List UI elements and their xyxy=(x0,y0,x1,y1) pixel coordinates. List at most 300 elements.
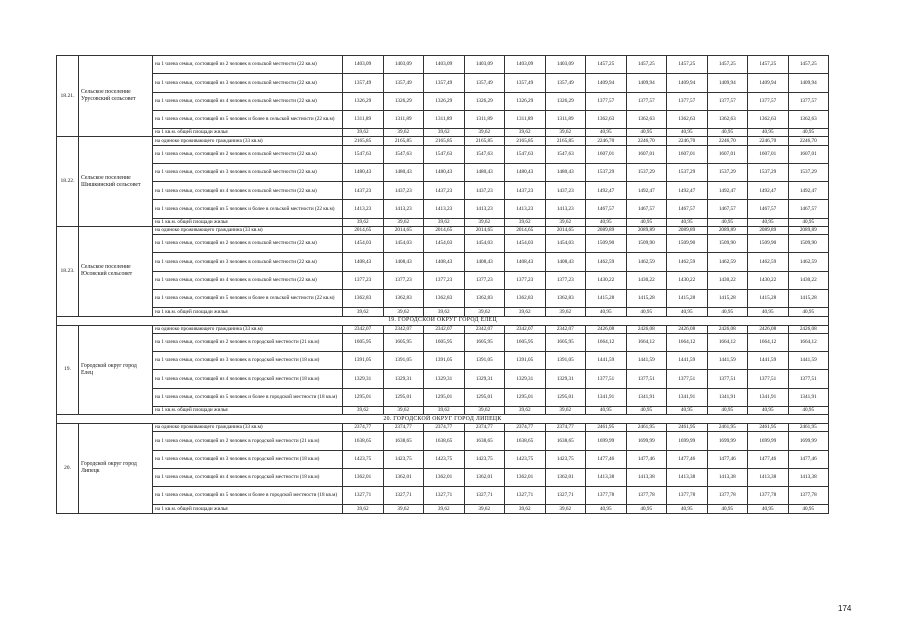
value-cell: 1326,29 xyxy=(343,92,384,110)
value-cell: 39,62 xyxy=(505,218,546,226)
value-cell: 1377,23 xyxy=(383,271,424,289)
municipality-name: Сельское поселение Шишкинский сельсовет xyxy=(79,137,153,227)
value-cell: 1477,46 xyxy=(626,450,667,468)
value-cell: 1329,31 xyxy=(424,370,465,388)
value-cell: 1413,23 xyxy=(424,200,465,218)
value-cell: 1377,51 xyxy=(748,370,789,388)
value-cell: 1377,23 xyxy=(424,271,465,289)
value-cell: 1699,99 xyxy=(748,432,789,450)
value-cell: 39,62 xyxy=(383,129,424,137)
category-cell: на 1 члена семьи, состоящей из 3 человек в городской местности (18 кв.м) xyxy=(153,450,343,468)
value-cell: 1362,01 xyxy=(343,468,384,486)
value-cell: 1477,46 xyxy=(667,450,708,468)
value-cell: 1467,57 xyxy=(586,200,627,218)
value-cell: 1408,43 xyxy=(505,253,546,271)
value-cell: 1413,23 xyxy=(343,200,384,218)
value-cell: 40,95 xyxy=(748,505,789,513)
category-cell: на 1 кв.м. общей площади жилья xyxy=(153,505,343,513)
value-cell: 1605,95 xyxy=(545,333,586,351)
value-cell: 1480,43 xyxy=(383,163,424,181)
value-cell: 39,62 xyxy=(424,505,465,513)
value-cell: 2342,07 xyxy=(383,325,424,333)
value-cell: 39,62 xyxy=(545,218,586,226)
value-cell: 1341,91 xyxy=(788,388,829,406)
value-cell: 40,95 xyxy=(586,406,627,414)
value-cell: 40,95 xyxy=(788,505,829,513)
value-cell: 1605,95 xyxy=(464,333,505,351)
value-cell: 1480,43 xyxy=(343,163,384,181)
value-cell: 39,62 xyxy=(505,406,546,414)
tariff-table-body xyxy=(57,56,829,514)
category-cell: на 1 члена семьи, состоящей из 4 человек в городской местности (18 кв.м) xyxy=(153,468,343,486)
value-cell: 40,95 xyxy=(667,218,708,226)
value-cell: 1638,65 xyxy=(424,432,465,450)
value-cell: 1607,01 xyxy=(748,145,789,163)
value-cell: 1454,03 xyxy=(545,235,586,253)
value-cell: 1509,90 xyxy=(748,235,789,253)
table-row xyxy=(57,450,829,468)
value-cell: 2461,95 xyxy=(707,424,748,432)
value-cell: 1377,23 xyxy=(545,271,586,289)
table-row xyxy=(57,235,829,253)
section-title: 19. ГОРОДСКОЙ ОКРУГ ГОРОД ЕЛЕЦ xyxy=(57,316,829,325)
table-row xyxy=(57,505,829,513)
value-cell: 1391,05 xyxy=(343,351,384,369)
category-cell: на 1 члена семьи, состоящей из 2 человек в сельской местности (22 кв.м) xyxy=(153,56,343,74)
value-cell: 1462,59 xyxy=(748,253,789,271)
value-cell: 1467,57 xyxy=(667,200,708,218)
value-cell: 1295,01 xyxy=(343,388,384,406)
value-cell: 1441,59 xyxy=(667,351,708,369)
value-cell: 39,62 xyxy=(383,308,424,316)
value-cell: 2165,85 xyxy=(343,137,384,145)
value-cell: 1413,23 xyxy=(464,200,505,218)
value-cell: 2342,07 xyxy=(545,325,586,333)
value-cell: 1377,23 xyxy=(464,271,505,289)
row-code: 19. xyxy=(57,325,79,415)
value-cell: 1430,22 xyxy=(667,271,708,289)
value-cell: 1295,01 xyxy=(464,388,505,406)
value-cell: 1362,83 xyxy=(343,290,384,308)
category-cell: на 1 члена семьи, состоящей из 5 человек и более в сельской местности (22 кв.м) xyxy=(153,290,343,308)
value-cell: 39,62 xyxy=(464,129,505,137)
value-cell: 1329,31 xyxy=(343,370,384,388)
value-cell: 40,95 xyxy=(626,218,667,226)
value-cell: 1295,01 xyxy=(424,388,465,406)
value-cell: 2342,07 xyxy=(343,325,384,333)
value-cell: 1638,65 xyxy=(545,432,586,450)
value-cell: 1377,78 xyxy=(586,487,627,505)
value-cell: 1341,91 xyxy=(626,388,667,406)
value-cell: 1467,57 xyxy=(707,200,748,218)
value-cell: 2461,95 xyxy=(626,424,667,432)
value-cell: 1605,95 xyxy=(383,333,424,351)
value-cell: 1413,38 xyxy=(788,468,829,486)
value-cell: 1362,83 xyxy=(464,290,505,308)
table-row xyxy=(57,325,829,333)
value-cell: 1664,12 xyxy=(788,333,829,351)
value-cell: 1437,23 xyxy=(343,182,384,200)
value-cell: 1377,23 xyxy=(505,271,546,289)
value-cell: 1408,43 xyxy=(464,253,505,271)
table-row xyxy=(57,487,829,505)
value-cell: 1362,83 xyxy=(383,290,424,308)
value-cell: 39,62 xyxy=(424,218,465,226)
table-row xyxy=(57,253,829,271)
value-cell: 39,62 xyxy=(505,308,546,316)
value-cell: 1377,57 xyxy=(748,92,789,110)
value-cell: 1547,63 xyxy=(424,145,465,163)
value-cell: 1607,01 xyxy=(707,145,748,163)
table-row xyxy=(57,290,829,308)
value-cell: 1403,09 xyxy=(505,56,546,74)
value-cell: 40,95 xyxy=(707,218,748,226)
value-cell: 1362,01 xyxy=(505,468,546,486)
value-cell: 1413,38 xyxy=(707,468,748,486)
value-cell: 1537,29 xyxy=(586,163,627,181)
value-cell: 1377,51 xyxy=(626,370,667,388)
document-page xyxy=(56,55,828,514)
value-cell: 1423,75 xyxy=(424,450,465,468)
value-cell: 1607,01 xyxy=(788,145,829,163)
value-cell: 1408,43 xyxy=(343,253,384,271)
value-cell: 1327,71 xyxy=(464,487,505,505)
table-row xyxy=(57,424,829,432)
value-cell: 1509,90 xyxy=(626,235,667,253)
table-row xyxy=(57,388,829,406)
municipality-name: Сельское поселение Урусовский сельсовет xyxy=(79,56,153,137)
value-cell: 40,95 xyxy=(748,308,789,316)
value-cell: 1430,22 xyxy=(788,271,829,289)
value-cell: 40,95 xyxy=(667,505,708,513)
value-cell: 1413,23 xyxy=(383,200,424,218)
value-cell: 1454,03 xyxy=(505,235,546,253)
value-cell: 39,62 xyxy=(343,129,384,137)
value-cell: 2426,08 xyxy=(586,325,627,333)
value-cell: 1492,47 xyxy=(748,182,789,200)
value-cell: 1409,94 xyxy=(707,74,748,92)
category-cell: на 1 кв.м. общей площади жилья xyxy=(153,308,343,316)
value-cell: 1467,57 xyxy=(788,200,829,218)
category-cell: на 1 члена семьи, состоящей из 5 человек и более в городской местности (18 кв.м) xyxy=(153,388,343,406)
value-cell: 1480,43 xyxy=(505,163,546,181)
value-cell: 2246,70 xyxy=(707,137,748,145)
value-cell: 1327,71 xyxy=(545,487,586,505)
value-cell: 1391,05 xyxy=(545,351,586,369)
value-cell: 1607,01 xyxy=(586,145,627,163)
value-cell: 1607,01 xyxy=(626,145,667,163)
value-cell: 1295,01 xyxy=(383,388,424,406)
value-cell: 1377,57 xyxy=(626,92,667,110)
value-cell: 1377,78 xyxy=(748,487,789,505)
value-cell: 1377,78 xyxy=(707,487,748,505)
value-cell: 1311,89 xyxy=(545,110,586,128)
value-cell: 2089,89 xyxy=(586,226,627,234)
value-cell: 1664,12 xyxy=(626,333,667,351)
value-cell: 1423,75 xyxy=(545,450,586,468)
value-cell: 1413,38 xyxy=(667,468,708,486)
value-cell: 1480,43 xyxy=(545,163,586,181)
value-cell: 1377,78 xyxy=(626,487,667,505)
value-cell: 1326,29 xyxy=(505,92,546,110)
value-cell: 1441,59 xyxy=(586,351,627,369)
value-cell: 2089,89 xyxy=(667,226,708,234)
value-cell: 2089,89 xyxy=(707,226,748,234)
value-cell: 1664,12 xyxy=(707,333,748,351)
table-row xyxy=(57,406,829,414)
value-cell: 2426,08 xyxy=(748,325,789,333)
table-row xyxy=(57,200,829,218)
value-cell: 1362,01 xyxy=(424,468,465,486)
value-cell: 1477,46 xyxy=(707,450,748,468)
value-cell: 1423,75 xyxy=(505,450,546,468)
value-cell: 1462,59 xyxy=(667,253,708,271)
category-cell: на одиноко проживающего гражданина (33 кв.м) xyxy=(153,325,343,333)
value-cell: 1430,22 xyxy=(586,271,627,289)
value-cell: 39,62 xyxy=(343,218,384,226)
table-row xyxy=(57,370,829,388)
value-cell: 1537,29 xyxy=(626,163,667,181)
value-cell: 1664,12 xyxy=(667,333,708,351)
value-cell: 1377,57 xyxy=(788,92,829,110)
category-cell: на 1 члена семьи, состоящей из 2 человек в городской местности (21 кв.м) xyxy=(153,333,343,351)
value-cell: 1492,47 xyxy=(707,182,748,200)
value-cell: 1311,89 xyxy=(505,110,546,128)
value-cell: 2374,77 xyxy=(545,424,586,432)
value-cell: 2165,85 xyxy=(424,137,465,145)
value-cell: 2014,65 xyxy=(343,226,384,234)
value-cell: 1327,71 xyxy=(383,487,424,505)
value-cell: 1413,38 xyxy=(586,468,627,486)
value-cell: 1311,89 xyxy=(464,110,505,128)
value-cell: 1408,43 xyxy=(424,253,465,271)
value-cell: 2165,85 xyxy=(464,137,505,145)
value-cell: 2342,07 xyxy=(424,325,465,333)
value-cell: 40,95 xyxy=(626,129,667,137)
value-cell: 1462,59 xyxy=(626,253,667,271)
table-row xyxy=(57,92,829,110)
value-cell: 1699,99 xyxy=(707,432,748,450)
value-cell: 1457,25 xyxy=(707,56,748,74)
value-cell: 1377,57 xyxy=(707,92,748,110)
value-cell: 1295,01 xyxy=(505,388,546,406)
value-cell: 1408,43 xyxy=(383,253,424,271)
value-cell: 1409,94 xyxy=(748,74,789,92)
value-cell: 1457,25 xyxy=(667,56,708,74)
value-cell: 1327,71 xyxy=(343,487,384,505)
value-cell: 1362,01 xyxy=(383,468,424,486)
value-cell: 39,62 xyxy=(424,308,465,316)
value-cell: 1430,22 xyxy=(748,271,789,289)
category-cell: на 1 члена семьи, состоящей из 3 человек в сельской местности (22 кв.м) xyxy=(153,163,343,181)
value-cell: 2342,07 xyxy=(505,325,546,333)
value-cell: 40,95 xyxy=(667,308,708,316)
value-cell: 1403,09 xyxy=(383,56,424,74)
value-cell: 39,62 xyxy=(464,406,505,414)
value-cell: 1467,57 xyxy=(748,200,789,218)
table-row xyxy=(57,468,829,486)
value-cell: 1537,29 xyxy=(707,163,748,181)
value-cell: 1362,01 xyxy=(545,468,586,486)
category-cell: на 1 члена семьи, состоящей из 4 человек в городской местности (18 кв.м) xyxy=(153,370,343,388)
value-cell: 1409,94 xyxy=(586,74,627,92)
table-row xyxy=(57,271,829,289)
value-cell: 1664,12 xyxy=(586,333,627,351)
row-code: 18.22. xyxy=(57,137,79,227)
value-cell: 2246,70 xyxy=(788,137,829,145)
value-cell: 1377,78 xyxy=(788,487,829,505)
value-cell: 2246,70 xyxy=(626,137,667,145)
value-cell: 1413,38 xyxy=(626,468,667,486)
value-cell: 40,95 xyxy=(788,406,829,414)
page-number: 174 xyxy=(838,604,852,613)
value-cell: 2014,65 xyxy=(424,226,465,234)
value-cell: 1437,23 xyxy=(545,182,586,200)
table-row xyxy=(57,129,829,137)
value-cell: 1357,49 xyxy=(424,74,465,92)
section-header-row xyxy=(57,316,829,325)
value-cell: 1357,49 xyxy=(464,74,505,92)
value-cell: 1605,95 xyxy=(343,333,384,351)
table-row xyxy=(57,308,829,316)
table-row xyxy=(57,137,829,145)
value-cell: 1326,29 xyxy=(383,92,424,110)
value-cell: 1377,51 xyxy=(707,370,748,388)
category-cell: на 1 члена семьи, состоящей из 5 человек и более в сельской местности (22 кв.м) xyxy=(153,200,343,218)
value-cell: 2342,07 xyxy=(464,325,505,333)
value-cell: 1413,38 xyxy=(748,468,789,486)
category-cell: на 1 члена семьи, состоящей из 2 человек в сельской местности (22 кв.м) xyxy=(153,145,343,163)
value-cell: 1403,09 xyxy=(343,56,384,74)
value-cell: 1341,91 xyxy=(586,388,627,406)
value-cell: 2246,70 xyxy=(586,137,627,145)
value-cell: 1341,91 xyxy=(748,388,789,406)
value-cell: 1492,47 xyxy=(667,182,708,200)
value-cell: 2246,70 xyxy=(748,137,789,145)
value-cell: 1454,03 xyxy=(383,235,424,253)
value-cell: 39,62 xyxy=(464,505,505,513)
value-cell: 39,62 xyxy=(545,505,586,513)
category-cell: на 1 члена семьи, состоящей из 4 человек в сельской местности (22 кв.м) xyxy=(153,271,343,289)
value-cell: 2014,65 xyxy=(545,226,586,234)
value-cell: 1377,57 xyxy=(667,92,708,110)
value-cell: 1403,09 xyxy=(424,56,465,74)
value-cell: 1377,57 xyxy=(586,92,627,110)
category-cell: на одиноко проживающего гражданина (33 кв.м) xyxy=(153,137,343,145)
table-row xyxy=(57,74,829,92)
value-cell: 1409,94 xyxy=(788,74,829,92)
value-cell: 2374,77 xyxy=(464,424,505,432)
value-cell: 1415,28 xyxy=(748,290,789,308)
value-cell: 1362,63 xyxy=(707,110,748,128)
value-cell: 1462,59 xyxy=(586,253,627,271)
value-cell: 2014,65 xyxy=(383,226,424,234)
value-cell: 1699,99 xyxy=(788,432,829,450)
value-cell: 2426,08 xyxy=(626,325,667,333)
value-cell: 1341,91 xyxy=(667,388,708,406)
value-cell: 39,62 xyxy=(505,505,546,513)
value-cell: 39,62 xyxy=(505,129,546,137)
municipality-name: Городской округ город Липецк xyxy=(79,424,153,514)
value-cell: 1547,63 xyxy=(343,145,384,163)
value-cell: 40,95 xyxy=(707,129,748,137)
row-code: 20. xyxy=(57,424,79,514)
value-cell: 1457,25 xyxy=(748,56,789,74)
value-cell: 2089,89 xyxy=(748,226,789,234)
value-cell: 1403,09 xyxy=(464,56,505,74)
value-cell: 39,62 xyxy=(383,218,424,226)
value-cell: 1329,31 xyxy=(464,370,505,388)
value-cell: 1326,29 xyxy=(545,92,586,110)
value-cell: 1430,22 xyxy=(626,271,667,289)
value-cell: 2246,70 xyxy=(667,137,708,145)
value-cell: 1377,51 xyxy=(788,370,829,388)
value-cell: 39,62 xyxy=(545,308,586,316)
value-cell: 1480,43 xyxy=(464,163,505,181)
value-cell: 1441,59 xyxy=(707,351,748,369)
value-cell: 40,95 xyxy=(586,505,627,513)
value-cell: 1457,25 xyxy=(788,56,829,74)
value-cell: 1423,75 xyxy=(343,450,384,468)
value-cell: 1437,23 xyxy=(383,182,424,200)
value-cell: 1423,75 xyxy=(464,450,505,468)
table-row xyxy=(57,218,829,226)
value-cell: 1492,47 xyxy=(788,182,829,200)
value-cell: 1457,25 xyxy=(586,56,627,74)
value-cell: 40,95 xyxy=(707,505,748,513)
table-row xyxy=(57,226,829,234)
value-cell: 2461,95 xyxy=(667,424,708,432)
value-cell: 1377,78 xyxy=(667,487,708,505)
value-cell: 1537,29 xyxy=(788,163,829,181)
row-code: 18.23. xyxy=(57,226,79,316)
value-cell: 1477,46 xyxy=(586,450,627,468)
category-cell: на 1 кв.м. общей площади жилья xyxy=(153,129,343,137)
category-cell: на 1 кв.м. общей площади жилья xyxy=(153,218,343,226)
value-cell: 1295,01 xyxy=(545,388,586,406)
value-cell: 1509,90 xyxy=(788,235,829,253)
value-cell: 1477,46 xyxy=(748,450,789,468)
value-cell: 1437,23 xyxy=(464,182,505,200)
value-cell: 1509,90 xyxy=(586,235,627,253)
value-cell: 39,62 xyxy=(424,406,465,414)
value-cell: 1413,23 xyxy=(505,200,546,218)
table-row xyxy=(57,333,829,351)
value-cell: 1357,49 xyxy=(343,74,384,92)
value-cell: 1437,23 xyxy=(424,182,465,200)
value-cell: 1537,29 xyxy=(748,163,789,181)
value-cell: 2461,95 xyxy=(788,424,829,432)
category-cell: на 1 члена семьи, состоящей из 2 человек в сельской местности (22 кв.м) xyxy=(153,235,343,253)
table-row xyxy=(57,432,829,450)
value-cell: 1423,75 xyxy=(383,450,424,468)
value-cell: 40,95 xyxy=(748,129,789,137)
value-cell: 2461,95 xyxy=(748,424,789,432)
value-cell: 1408,43 xyxy=(545,253,586,271)
value-cell: 2374,77 xyxy=(343,424,384,432)
value-cell: 1341,91 xyxy=(707,388,748,406)
value-cell: 40,95 xyxy=(667,129,708,137)
value-cell: 1391,05 xyxy=(505,351,546,369)
value-cell: 39,62 xyxy=(343,308,384,316)
value-cell: 2426,08 xyxy=(667,325,708,333)
value-cell: 1492,47 xyxy=(586,182,627,200)
value-cell: 1329,31 xyxy=(383,370,424,388)
value-cell: 1377,51 xyxy=(667,370,708,388)
value-cell: 40,95 xyxy=(626,406,667,414)
municipality-name: Сельское поселение Юсовский сельсовет xyxy=(79,226,153,316)
value-cell: 1638,65 xyxy=(383,432,424,450)
